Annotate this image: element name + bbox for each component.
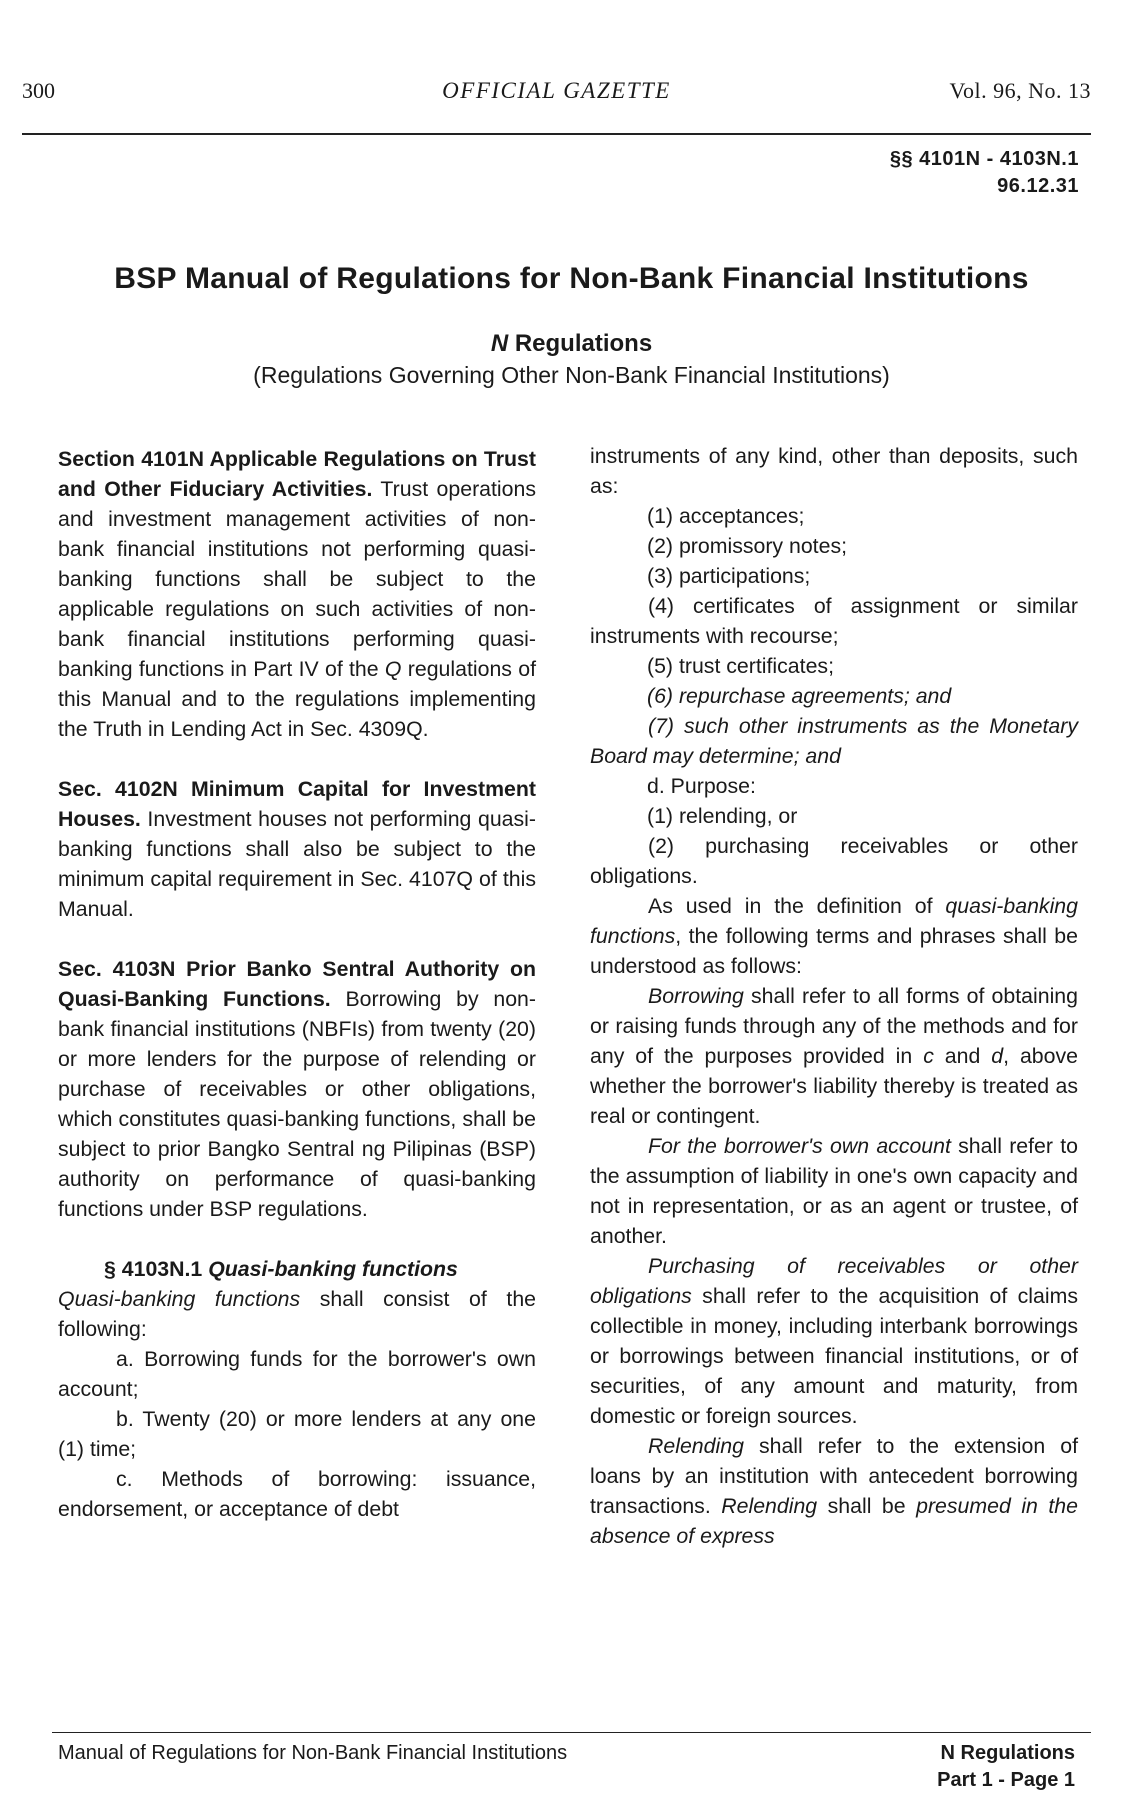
regulations-subtitle: (Regulations Governing Other Non-Bank Financial Institutions) (253, 362, 890, 388)
list-item-6: (6) repurchase agreements; and (647, 684, 952, 708)
list-item-4: (4) certificates of assignment or similar instruments with recourse; (590, 594, 1078, 648)
section-4102n: Sec. 4102N Minimum Capital for Investment Houses. Investment houses not performing quasi-banking functions shall also be subject to the minimum capital requirement in Sec. 4107Q of this Manual. (58, 777, 536, 921)
list-item-3: (3) participations; (647, 564, 811, 588)
list-item-a: a. Borrowing funds for the borrower's own account; (58, 1347, 536, 1401)
document-title: BSP Manual of Regulations for Non-Bank Financial Institutions (114, 262, 1029, 295)
list-item-c: c. Methods of borrowing: issuance, endorsement, or acceptance of debt (58, 1467, 536, 1521)
header-rule (22, 133, 1091, 135)
section-4103n1-intro: Quasi-banking functions shall consist of the following: (58, 1287, 537, 1341)
section-4103n-heading: Sec. 4103N Prior Banko Sentral Authority on Quasi-Banking Functions. (58, 957, 536, 1011)
section-4102n-heading: Sec. 4102N Minimum Capital for Investment Houses. (58, 777, 536, 831)
definition-relending: Relending shall refer to the extension of loans by an institution with antecedent borrowing transactions. Relending shall be presumed in the absence of express (590, 1434, 1078, 1548)
section-range: §§ 4101N - 4103N.1 (889, 148, 1079, 170)
definitions-intro: As used in the definition of quasi-banking functions, the following terms and phrases shall be understood as follows: (590, 894, 1078, 978)
continued-text: instruments of any kind, other than deposits, such as: (590, 444, 1078, 498)
purpose-item-1: (1) relending, or (647, 804, 798, 828)
list-item-b: b. Twenty (20) or more lenders at any one (1) time; (58, 1407, 536, 1461)
page-number: 300 (22, 78, 55, 103)
footer-manual-title: Manual of Regulations for Non-Bank Financial Institutions (58, 1742, 568, 1764)
volume-number: Vol. 96, No. 13 (949, 78, 1091, 103)
section-4103n: Sec. 4103N Prior Banko Sentral Authority on Quasi-Banking Functions. Borrowing by non-bank financial institutions (NBFIs) from twenty (20) or more lenders for the purpose of relending or purchase of receivables or other obligations, which constitutes quasi-banking functions, shall be subject to prior Bangko Sentral ng Pilipinas (BSP) authority on performance of quasi-banking functions under BSP regulations. (58, 957, 536, 1221)
footer-page-reference (937, 1740, 1075, 1794)
regulations-letter: N (490, 330, 509, 357)
regulations-word: Regulations (508, 330, 653, 357)
section-4103n1-heading: § 4103N.1 Quasi-banking functions (104, 1257, 458, 1281)
definition-borrowing: Borrowing shall refer to all forms of obtaining or raising funds through any of the methods and for any of the purposes provided in c and d, above whether the borrower's liability thereby is treated as real or contingent. (590, 984, 1078, 1128)
list-item-d: d. Purpose: (647, 774, 756, 798)
section-reference (890, 146, 1079, 200)
section-4101n-heading: Section 4101N Applicable Regulations on Trust and Other Fiduciary Activities. (58, 447, 536, 501)
footer-regulations: N Regulations (940, 1742, 1075, 1764)
section-4101n: Section 4101N Applicable Regulations on Trust and Other Fiduciary Activities. Trust operations and investment management activities of non-bank financial institutions not performing quasi-banking functions shall be subject to the applicable regulations on such activities of non-bank financial institutions performing quasi-banking functions in Part IV of the Q regulations of this Manual and to the regulations implementing the Truth in Lending Act in Sec. 4309Q. (58, 447, 536, 741)
left-column (58, 444, 536, 1524)
right-column (590, 441, 1078, 1551)
page-header (22, 78, 1091, 118)
purpose-item-2: (2) purchasing receivables or other obligations. (590, 834, 1078, 888)
regulations-heading (0, 330, 1143, 358)
definition-purchasing: Purchasing of receivables or other obligations shall refer to the acquisition of claims collectible in money, including interbank borrowings or borrowings between financial institutions, or of securities, of any amount and maturity, from domestic or foreign sources. (590, 1254, 1078, 1428)
list-item-1: (1) acceptances; (647, 504, 805, 528)
section-date: 96.12.31 (997, 175, 1079, 197)
list-item-5: (5) trust certificates; (647, 654, 834, 678)
footer-rule (52, 1732, 1091, 1733)
footer-part-page: Part 1 - Page 1 (937, 1769, 1075, 1791)
list-item-2: (2) promissory notes; (647, 534, 848, 558)
definition-own-account: For the borrower's own account shall refer to the assumption of liability in one's own capacity and not in representation, or as an agent or trustee, of another. (590, 1134, 1078, 1248)
list-item-7: (7) such other instruments as the Monetary Board may determine; and (590, 714, 1078, 768)
publication-name: OFFICIAL GAZETTE (442, 78, 671, 103)
